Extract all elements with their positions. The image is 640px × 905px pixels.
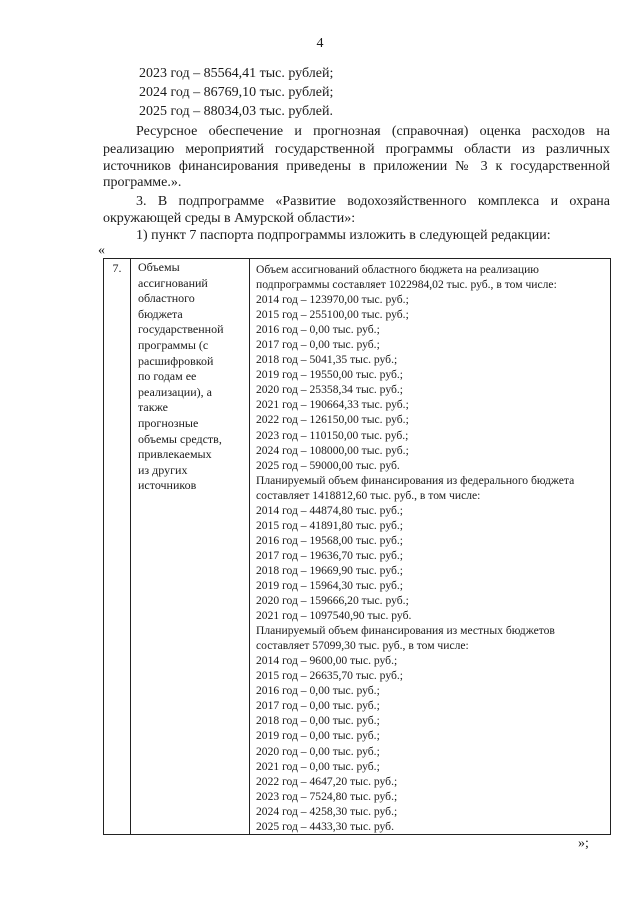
- funding-line: составляет 1418812,60 тыс. руб., в том числе:: [256, 488, 481, 502]
- funding-line: 2017 год – 0,00 тыс. руб.;: [256, 338, 380, 352]
- funding-line: 2023 год – 7524,80 тыс. руб.;: [256, 789, 398, 803]
- funding-line: 2015 год – 41891,80 тыс. руб.;: [256, 518, 403, 532]
- funding-line: 2019 год – 0,00 тыс. руб.;: [256, 729, 380, 743]
- item-name-line: государственной: [138, 322, 224, 337]
- item-name-line: бюджета: [138, 306, 183, 321]
- funding-line: 2014 год – 9600,00 тыс. руб.;: [256, 654, 398, 668]
- funding-line: 2015 год – 26635,70 тыс. руб.;: [256, 669, 403, 683]
- close-quote: »;: [578, 836, 589, 851]
- funding-line: составляет 57099,30 тыс. руб., в том числе:: [256, 639, 469, 653]
- item-name-line: реализации), а: [138, 384, 212, 399]
- item-name-line: Объемы: [138, 260, 180, 274]
- item-name-line: программы (с: [138, 337, 209, 352]
- funding-line: 2014 год – 44874,80 тыс. руб.;: [256, 503, 403, 517]
- item-name-line: источников: [138, 478, 197, 493]
- year-2025-line: 2025 год – 88034,03 тыс. рублей.: [139, 104, 333, 119]
- funding-line: 2019 год – 19550,00 тыс. руб.;: [256, 368, 403, 382]
- funding-line: 2015 год – 255100,00 тыс. руб.;: [256, 308, 409, 322]
- funding-line: 2014 год – 123970,00 тыс. руб.;: [256, 293, 409, 307]
- item-name-line: ассигнований: [138, 275, 208, 290]
- year-2024-line: 2024 год – 86769,10 тыс. рублей;: [139, 85, 334, 100]
- funding-line: 2022 год – 126150,00 тыс. руб.;: [256, 413, 409, 427]
- funding-line: 2017 год – 0,00 тыс. руб.;: [256, 699, 380, 713]
- funding-line: 2023 год – 110150,00 тыс. руб.;: [256, 428, 409, 442]
- item3-paragraph-line-1: 3. В подпрограмме «Развитие водохозяйственного комплекса и охрана: [136, 194, 610, 209]
- funding-line: 2016 год – 0,00 тыс. руб.;: [256, 684, 380, 698]
- passport-table: [103, 258, 611, 835]
- page-number: 4: [316, 36, 324, 51]
- item3-paragraph-line-2: окружающей среды в Амурской области»:: [103, 211, 356, 226]
- item-name-line: из других: [138, 462, 188, 477]
- funding-line: 2024 год – 4258,30 тыс. руб.;: [256, 804, 398, 818]
- funding-line: Объем ассигнований областного бюджета на реализацию: [256, 263, 539, 276]
- resources-paragraph-line-3: источников финансирования приведены в приложении № 3 к государственной: [103, 159, 610, 174]
- funding-line: 2018 год – 0,00 тыс. руб.;: [256, 714, 380, 728]
- funding-line: Планируемый объем финансирования из местных бюджетов: [256, 624, 555, 638]
- resources-paragraph-line-2: реализацию мероприятий государственной программы области из различных: [103, 142, 610, 157]
- funding-line: 2021 год – 1097540,90 тыс. руб.: [256, 609, 412, 623]
- funding-line: 2016 год – 0,00 тыс. руб.;: [256, 323, 380, 337]
- funding-line: 2025 год – 4433,30 тыс. руб.: [256, 819, 394, 833]
- item-name-line: также: [138, 400, 169, 415]
- funding-line: 2020 год – 0,00 тыс. руб.;: [256, 744, 380, 758]
- funding-line: 2021 год – 190664,33 тыс. руб.;: [256, 398, 409, 412]
- funding-values-cell: [250, 259, 611, 835]
- item-name-line: областного: [138, 291, 195, 306]
- funding-line: Планируемый объем финансирования из федерального бюджета: [256, 473, 575, 487]
- funding-line: 2019 год – 15964,30 тыс. руб.;: [256, 578, 403, 592]
- item1-instruction: 1) пункт 7 паспорта подпрограммы изложить в следующей редакции:: [136, 228, 551, 243]
- resources-paragraph-line-1: Ресурсное обеспечение и прогнозная (справочная) оценка расходов на: [136, 124, 610, 139]
- year-2023-line: 2023 год – 85564,41 тыс. рублей;: [139, 66, 334, 81]
- funding-line: 2025 год – 59000,00 тыс. руб.: [256, 458, 400, 472]
- item-name-line: по годам ее: [138, 369, 197, 384]
- item-number: 7.: [104, 259, 131, 835]
- table-row: [104, 259, 611, 835]
- funding-line: 2018 год – 19669,90 тыс. руб.;: [256, 563, 403, 577]
- funding-line: подпрограммы составляет 1022984,02 тыс. руб., в том числе:: [256, 278, 557, 292]
- funding-line: 2016 год – 19568,00 тыс. руб.;: [256, 533, 403, 547]
- item-name-line: привлекаемых: [138, 447, 212, 462]
- item-name-line: прогнозные: [138, 415, 199, 430]
- open-quote: «: [98, 243, 105, 258]
- item-name-line: расшифровкой: [138, 353, 214, 368]
- item-name-cell: [131, 259, 250, 835]
- funding-line: 2024 год – 108000,00 тыс. руб.;: [256, 443, 409, 457]
- funding-line: 2022 год – 4647,20 тыс. руб.;: [256, 774, 398, 788]
- funding-line: 2020 год – 159666,20 тыс. руб.;: [256, 594, 409, 608]
- funding-line: 2018 год – 5041,35 тыс. руб.;: [256, 353, 398, 367]
- funding-line: 2017 год – 19636,70 тыс. руб.;: [256, 548, 403, 562]
- resources-paragraph-line-4: программе.».: [103, 175, 182, 190]
- item-name-line: объемы средств,: [138, 431, 222, 446]
- funding-line: 2020 год – 25358,34 тыс. руб.;: [256, 383, 403, 397]
- funding-line: 2021 год – 0,00 тыс. руб.;: [256, 759, 380, 773]
